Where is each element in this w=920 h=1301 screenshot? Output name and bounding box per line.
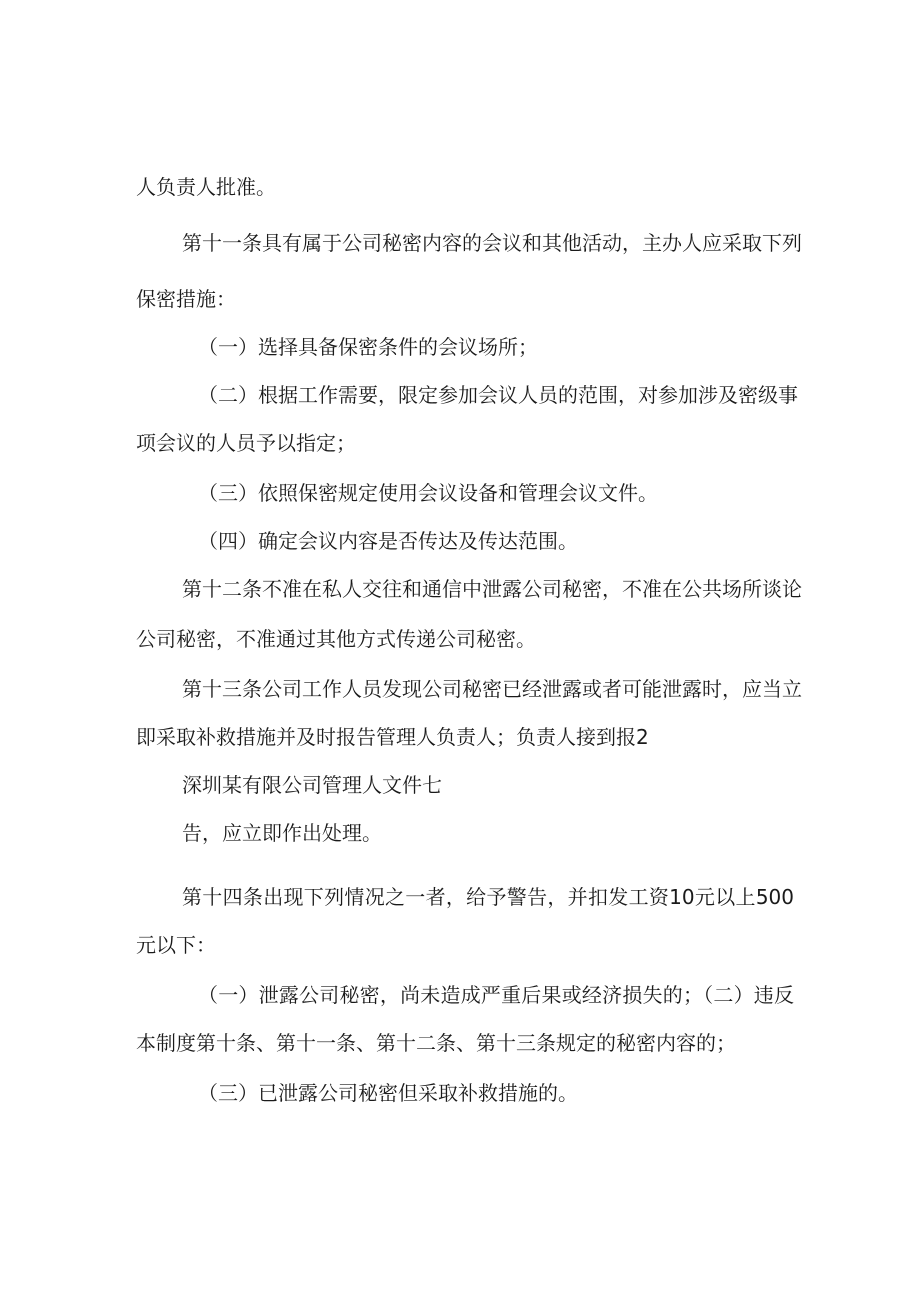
list-item: （二）根据工作需要，限定参加会议人员的范围，对参加涉及密级事	[198, 383, 798, 407]
text-line: 元以下：	[136, 933, 216, 957]
list-item: （三）已泄露公司秘密但采取补救措施的。	[198, 1081, 578, 1105]
list-item: （三）依照保密规定使用会议设备和管理会议文件。	[198, 481, 658, 505]
list-item: （四）确定会议内容是否传达及传达范围。	[198, 529, 578, 553]
article-12-line: 第十二条不准在私人交往和通信中泄露公司秘密，不准在公共场所谈论	[182, 577, 802, 601]
article-14-line: 第十四条出现下列情况之一者，给予警告，并扣发工资10元以上500	[182, 885, 794, 909]
text-line: 公司秘密，不准通过其他方式传递公司秘密。	[136, 627, 536, 651]
text-line: 本制度第十条、第十一条、第十二条、第十三条规定的秘密内容的；	[136, 1031, 736, 1055]
article-11-line: 第十一条具有属于公司秘密内容的会议和其他活动，主办人应采取下列	[182, 231, 802, 255]
text-line: 保密措施：	[136, 287, 236, 311]
text-line: 告，应立即作出处理。	[182, 821, 382, 845]
text-line: 项会议的人员予以指定；	[136, 431, 356, 455]
page-footer-text: 深圳某有限公司管理人文件七	[182, 773, 442, 797]
text-line: 人负责人批准。	[136, 175, 276, 199]
list-item: （一）选择具备保密条件的会议场所；	[198, 335, 538, 359]
list-item: （一）泄露公司秘密，尚未造成严重后果或经济损失的；（二）违反	[198, 983, 794, 1007]
text-line: 即采取补救措施并及时报告管理人负责人；负责人接到报2	[136, 725, 649, 749]
article-13-line: 第十三条公司工作人员发现公司秘密已经泄露或者可能泄露时，应当立	[182, 677, 802, 701]
